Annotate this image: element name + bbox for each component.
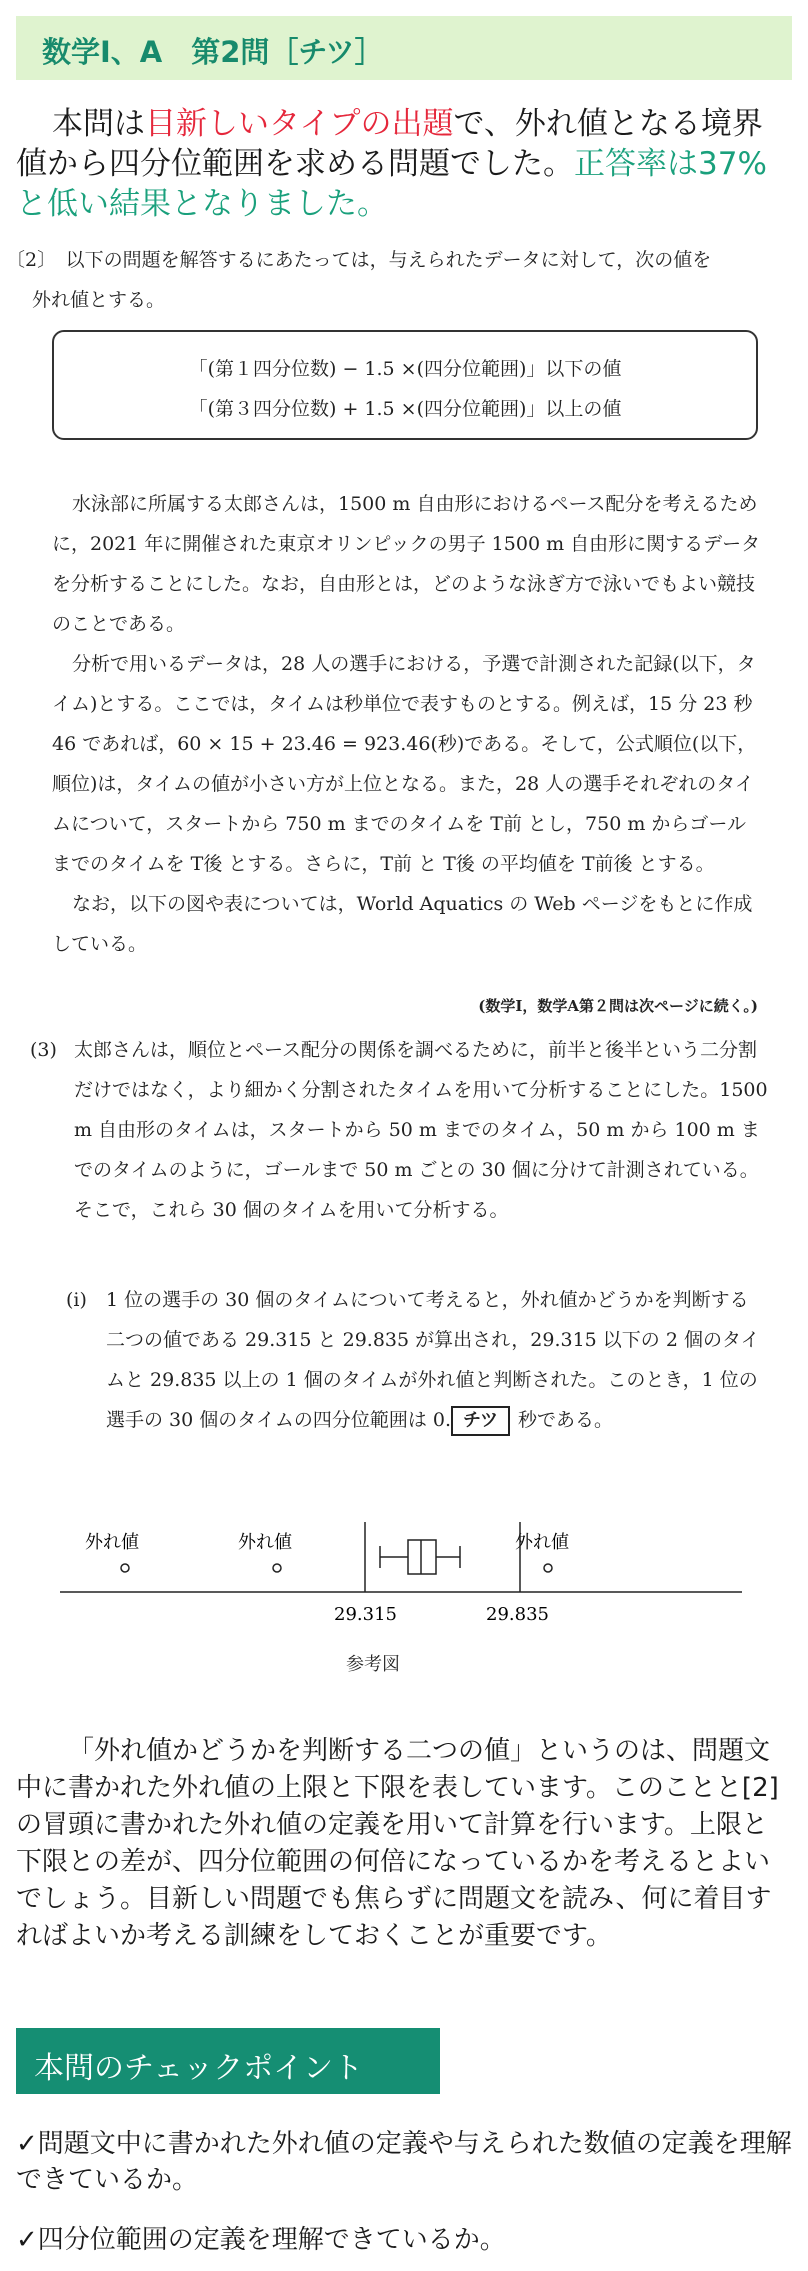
checkpoint-item-1: ✓問題文中に書かれた外れ値の定義や与えられた数値の定義を理解できているか。 bbox=[16, 2129, 792, 2195]
checkpoint-item-2: ✓四分位範囲の定義を理解できているか。 bbox=[16, 2225, 506, 2255]
checkpoint-title: 本問のチェックポイント bbox=[34, 2051, 364, 2086]
tick-label-upper: 29.835 bbox=[486, 1604, 549, 1625]
question-3-label: (3) bbox=[30, 1039, 57, 1061]
subquestion-i-end: 秒である。 bbox=[517, 1409, 613, 1431]
intro-paragraph bbox=[16, 104, 792, 224]
question-3-text: 太郎さんは，順位とペース配分の関係を調べるために，前半と後半という二分割だけではなく，より細かく分割されたタイムを用いて分析することにした。1500 m 自由形のタイムは，スタートから 50 m までのタイム，50 m から 100 m までのタイムのように，ゴールまで 50 m ごとの 30 個に分けて計測されている。そこで，これら 30 個のタイムを用いて分析する。 bbox=[74, 1039, 768, 1221]
outlier-label-2: 外れ値 bbox=[238, 1532, 292, 1553]
answer-box-chitsu: チツ bbox=[451, 1406, 510, 1436]
outlier-label-1: 外れ値 bbox=[85, 1532, 139, 1553]
box-q1-q3 bbox=[408, 1540, 436, 1574]
outlier-label-3: 外れ値 bbox=[515, 1532, 569, 1553]
checkpoint-header bbox=[16, 2028, 440, 2094]
reference-boxplot bbox=[0, 1510, 808, 1660]
context-paragraph-3: なお，以下の図や表については，World Aquatics の Web ページをもとに作成している。 bbox=[52, 893, 753, 955]
outlier-point-1 bbox=[121, 1564, 129, 1572]
question-2-line1: 〔2〕 以下の問題を解答するにあたっては，与えられたデータに対して，次の値を bbox=[6, 249, 712, 271]
definition-upper: 「(第３四分位数) + 1.5 ×(四分位範囲)」以上の値 bbox=[188, 398, 622, 420]
figure-caption: 参考図 bbox=[346, 1654, 400, 1675]
tick-label-lower: 29.315 bbox=[334, 1604, 397, 1625]
outlier-point-3 bbox=[544, 1564, 552, 1572]
intro-text-2: で、外れ値となる境界値から四分位範囲を求める問題でした。 bbox=[16, 106, 763, 182]
subquestion-i-label: (i) bbox=[66, 1289, 87, 1311]
section-header bbox=[16, 16, 792, 80]
subquestion-i bbox=[66, 1280, 766, 1440]
question-3 bbox=[30, 1030, 770, 1230]
exam-excerpt bbox=[0, 240, 808, 1685]
intro-highlight-accuracy: 正答率は37%と低い結果となりました。 bbox=[16, 146, 767, 222]
definition-lower: 「(第１四分位数) − 1.5 ×(四分位範囲)」以下の値 bbox=[188, 358, 622, 380]
question-2-line2: 外れ値とする。 bbox=[32, 289, 166, 311]
section-title: 数学Ⅰ、A 第2問［チツ］ bbox=[42, 35, 384, 69]
intro-text-1: 本問は bbox=[52, 106, 145, 142]
intro-highlight-new-type: 目新しいタイプの出題 bbox=[145, 106, 454, 142]
subquestion-i-text: 1 位の選手の 30 個のタイムについて考えると，外れ値かどうかを判断する二つの値である 29.315 と 29.835 が算出され，29.315 以下の 2 個のタイムと 29.835 以上の 1 個のタイムが外れ値と判断された。このとき，1 位の選手の 30 個のタイムの四分位範囲は 0. bbox=[106, 1289, 760, 1431]
context-paragraph-2: 分析で用いるデータは，28 人の選手における，予選で計測された記録(以下，タイム)とする。ここでは，タイムは秒単位で表すものとする。例えば，15 分 23 秒 46 であれば，60 × 15 + 23.46 = 923.46(秒)である。そして，公式順位(以下，順位)は，タイムの値が小さい方が上位となる。また，28 人の選手それぞれのタイムについて，スタートから 750 m までのタイムを T前 とし，750 m からゴールまでのタイムを T後 とする。さらに，T前 と T後 の平均値を T前後 とする。 bbox=[52, 653, 757, 875]
context-paragraph-1: 水泳部に所属する太郎さんは，1500 m 自由形におけるペース配分を考えるために，2021 年に開催された東京オリンピックの男子 1500 m 自由形に関するデータを分析することにした。なお，自由形とは，どのような泳ぎ方で泳いでもよい競技のことである。 bbox=[52, 493, 761, 635]
outlier-definition-box bbox=[52, 330, 758, 440]
outlier-point-2 bbox=[273, 1564, 281, 1572]
explanation-paragraph: 「外れ値かどうかを判断する二つの値」というのは、問題文中に書かれた外れ値の上限と下限を表しています。このことと[2]の冒頭に書かれた外れ値の定義を用いて計算を行います。上限と下限との差が、四分位範囲の何倍になっているかを考えるとよいでしょう。目新しい問題でも焦らずに問題文を読み、何に着目すればよいか考える訓練をしておくことが重要です。 bbox=[16, 1736, 779, 1951]
question-2-header bbox=[6, 240, 796, 320]
continued-note: (数学Ⅰ，数学A第２問は次ページに続く。) bbox=[478, 997, 758, 1015]
